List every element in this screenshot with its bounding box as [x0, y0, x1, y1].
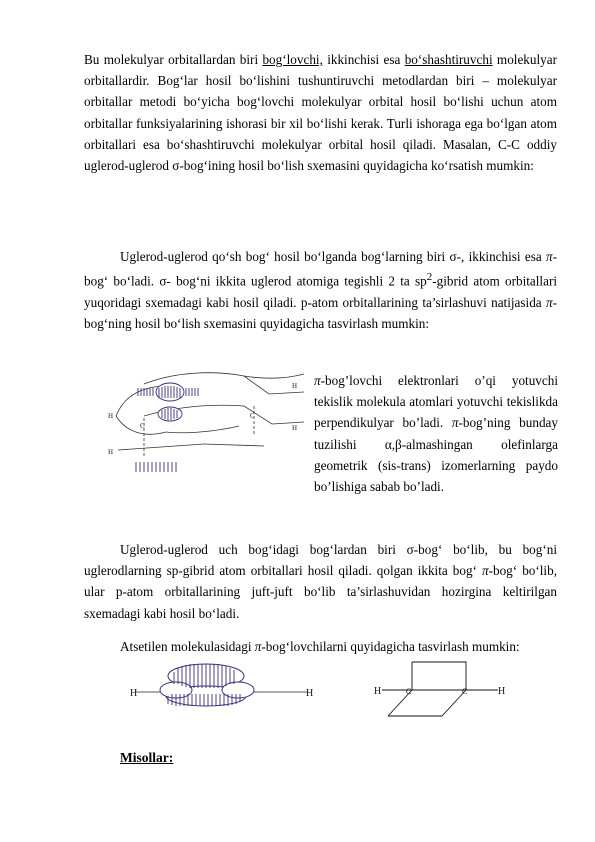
term-bonding: bog‘lovchi,: [262, 52, 323, 67]
atom-label: H: [292, 424, 298, 432]
pi-symbol: π: [545, 249, 553, 264]
pi-symbol: π: [545, 294, 553, 310]
pi-symbol: π: [314, 373, 321, 388]
text-run: molekulyar orbitallardir. Bog‘lar hosil bo‘lishini tushuntiruvchi metodlardan biri – molekulyar orbitallar metodi bo‘yicha bog‘lovchi molekulyar orbital hosil bo‘lishi uchun atom orbitallar funksiyalarining ishorasi bir xil bo‘lishi kerak. Turli ishoraga ega bo‘lgan atom orbitallari esa bo‘shashtiruvchi molekulyar orbital hosil qiladi. Masalan, C-C oddiy uglerod-uglerod σ-bog‘ining hosil bo‘lish sxemasini quyidagicha ko‘rsatish mumkin:: [84, 52, 557, 174]
text-run: -bog‘ bo‘lib, ular p-atom orbitallarining juft-juft bo‘lib ta’sirlashuvidan hozirgina keltirilgan sxemadagi kabi hosil bo‘ladi.: [84, 563, 557, 621]
paragraph-double-bond: [84, 246, 557, 334]
text-run: ikkinchisi esa: [322, 52, 405, 67]
atom-label: C: [406, 687, 412, 696]
paragraph-pi-electrons: [314, 370, 558, 497]
text-run: Uglerod-uglerod qo‘sh bog‘ hosil bo‘lganda bog‘larning biri σ-, ikkinchisi esa: [120, 249, 546, 264]
text-run: Uglerod-uglerod uch bog‘idagi bog‘lardan biri σ-bog‘ bo‘lib, bu bog‘ni uglerodlarning sp-gibrid atom orbitallari hosil qiladi. qolgan ikkita bog‘: [84, 542, 557, 579]
superscript: 2: [426, 271, 433, 284]
atom-label: C: [140, 422, 145, 430]
atom-label: H: [108, 448, 114, 456]
acetylene-orbital-diagram: [128, 660, 318, 708]
atom-label: H: [292, 382, 298, 390]
atom-label: H: [130, 688, 138, 699]
text-run: -bog‘ning hosil bo‘lish sxemasini quyidagicha tasvirlash mumkin:: [84, 294, 557, 331]
paragraph-triple-bond: [84, 539, 557, 624]
atom-label: C: [462, 687, 468, 696]
pi-symbol: π: [254, 639, 262, 654]
text-run: -gibrid atom orbitallari yuqoridagi sxemadagi kabi hosil qiladi. p-atom orbitallarining ta’sirlashuvi natijasida: [84, 273, 557, 310]
text-run: -bog’ning bunday tuzilishi α,β-almashingan olefinlarga geometrik (sis-trans) izomerlarning paydo bo’lishiga sabab bo’ladi.: [314, 415, 558, 495]
term-antibonding: bo‘shashtiruvchi: [404, 52, 493, 67]
text-run: -bog‘ bo‘ladi. σ- bog‘ni ikkita uglerod atomiga tegishli 2 ta sp: [84, 249, 557, 289]
atom-label: C: [250, 412, 255, 420]
atom-label: H: [498, 686, 506, 697]
ethylene-pi-bond-diagram: [104, 366, 309, 478]
text-run: -bog’lovchi elektronlari o’qi yotuvchi tekislik molekula atomlari yotuvchi tekislikda perpendikulyar bo’ladi.: [314, 373, 558, 431]
paragraph-orbitals-intro: [84, 49, 557, 176]
acetylene-plane-diagram: [370, 660, 510, 718]
atom-label: H: [108, 412, 114, 420]
text-run: Bu molekulyar orbitallardan biri: [84, 52, 263, 67]
atom-label: H: [306, 688, 314, 699]
pi-symbol: π: [481, 563, 489, 579]
text-run: Atsetilen molekulasidagi: [120, 639, 255, 654]
atom-label: H: [374, 686, 382, 697]
text-run: -bog‘lovchilarni quyidagicha tasvirlash mumkin:: [261, 639, 520, 654]
section-heading-examples: Misollar:: [120, 750, 174, 765]
paragraph-acetylene: [120, 636, 560, 657]
pi-symbol: π: [451, 415, 459, 431]
